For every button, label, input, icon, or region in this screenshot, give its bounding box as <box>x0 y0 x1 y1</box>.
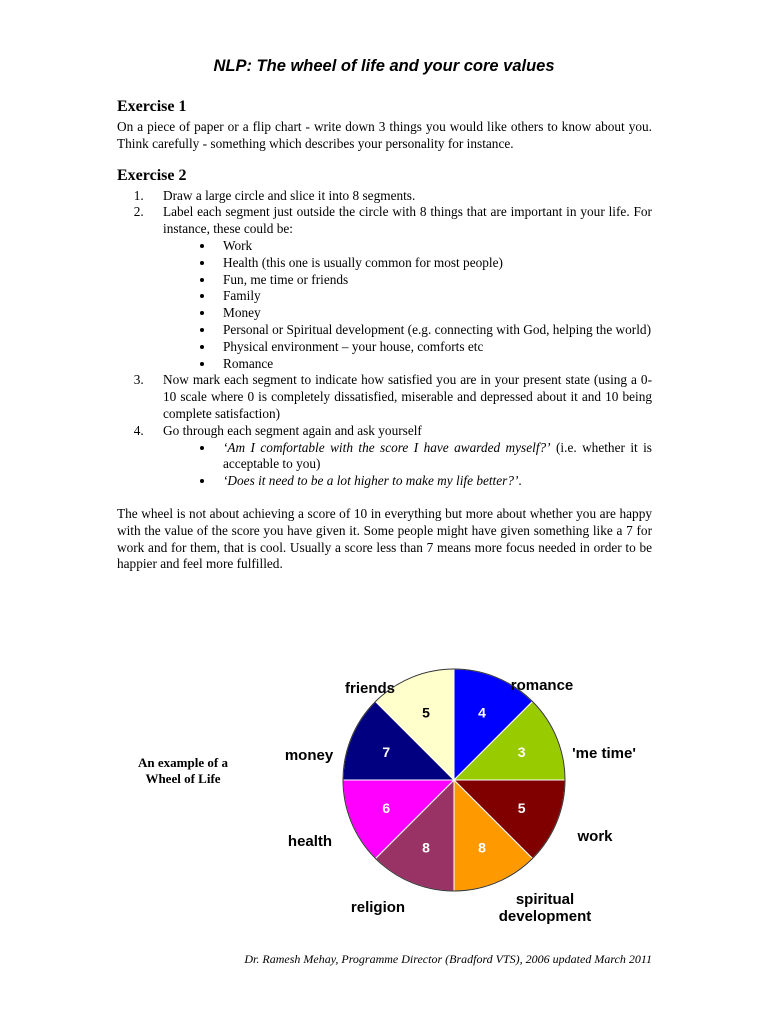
example-item: • Fun, me time or friends <box>215 272 652 289</box>
segment-value: 3 <box>517 744 526 760</box>
example-item: • Money <box>215 305 652 322</box>
question-quote: ‘Am I comfortable with the score I have awarded myself?’ <box>223 439 551 455</box>
wheel-of-life-figure <box>0 660 768 950</box>
page-title: NLP: The wheel of life and your core values <box>213 57 555 75</box>
segment-label: health <box>287 833 333 850</box>
step-text: Label each segment just outside the circle with 8 things that are important in your life. For instance, these could be: <box>163 204 652 237</box>
step-text: Now mark each segment to indicate how satisfied you are in your present state (using a 0-10 scale where 0 is completely dissatisfied, miserable and depressed about it and 10 being complete satisfaction) <box>163 372 652 421</box>
caption-line-1: An example of a <box>138 755 228 770</box>
exercise-2-heading: Exercise 2 <box>117 166 187 184</box>
example-item: • Romance <box>215 356 652 373</box>
example-item: • Family <box>215 288 652 305</box>
wheel-chart <box>0 660 768 950</box>
segment-label: friends <box>344 680 396 697</box>
step-text: Draw a large circle and slice it into 8 segments. <box>163 187 416 203</box>
segment-label: spiritual development <box>498 891 592 925</box>
exercise-1-heading: Exercise 1 <box>117 98 187 115</box>
figure-caption <box>118 755 248 787</box>
segment-value: 5 <box>422 704 430 721</box>
caption-line-2: Wheel of Life <box>145 771 221 786</box>
exercise-1-text: On a piece of paper or a flip chart - write down 3 things you would like others to know about you. Think carefully - something which describes your personality for instance. <box>117 119 652 151</box>
step-item <box>147 372 652 422</box>
document-body <box>117 97 652 573</box>
question-item <box>215 440 652 474</box>
exercise-2-steps <box>117 188 652 490</box>
segment-label: money <box>284 747 334 764</box>
example-item: • Health (this one is usually common for most people) <box>215 255 652 272</box>
question-rest: (i.e. whether it is acceptable to you) <box>223 439 652 472</box>
example-item: • Work <box>215 238 652 255</box>
question-list <box>163 440 652 490</box>
segment-label: romance <box>510 677 574 694</box>
segment-value: 8 <box>478 839 486 856</box>
segment-value: 4 <box>478 704 486 721</box>
question-item <box>215 473 652 490</box>
segment-value: 5 <box>517 800 526 816</box>
question-rest: . <box>518 473 522 489</box>
example-list <box>163 238 652 372</box>
segment-label: work <box>577 828 613 845</box>
segment-label: religion <box>350 899 406 916</box>
step-item <box>147 423 652 490</box>
segment-value: 7 <box>382 744 391 760</box>
step-item <box>147 188 652 205</box>
segment-value: 6 <box>382 800 391 816</box>
example-item: • Physical environment – your house, comforts etc <box>215 339 652 356</box>
step-item <box>147 204 652 372</box>
closing-paragraph: The wheel is not about achieving a score of 10 in everything but more about whether you are happy with the value of the score you have given it. Some people might have given something like a 7 for work and for them, that is cool. Usually a score less than 7 means more focus needed in order to be happier and feel more fulfilled. <box>117 505 652 572</box>
question-quote: ‘Does it need to be a lot higher to make my life better?’ <box>223 473 519 489</box>
segment-value: 8 <box>422 839 430 856</box>
step-text: Go through each segment again and ask yourself <box>163 422 422 438</box>
segment-label: 'me time' <box>572 745 636 762</box>
example-item: • Personal or Spiritual development (e.g. connecting with God, helping the world) <box>215 322 652 339</box>
footer-credit: Dr. Ramesh Mehay, Programme Director (Bradford VTS), 2006 updated March 2011 <box>244 952 652 966</box>
